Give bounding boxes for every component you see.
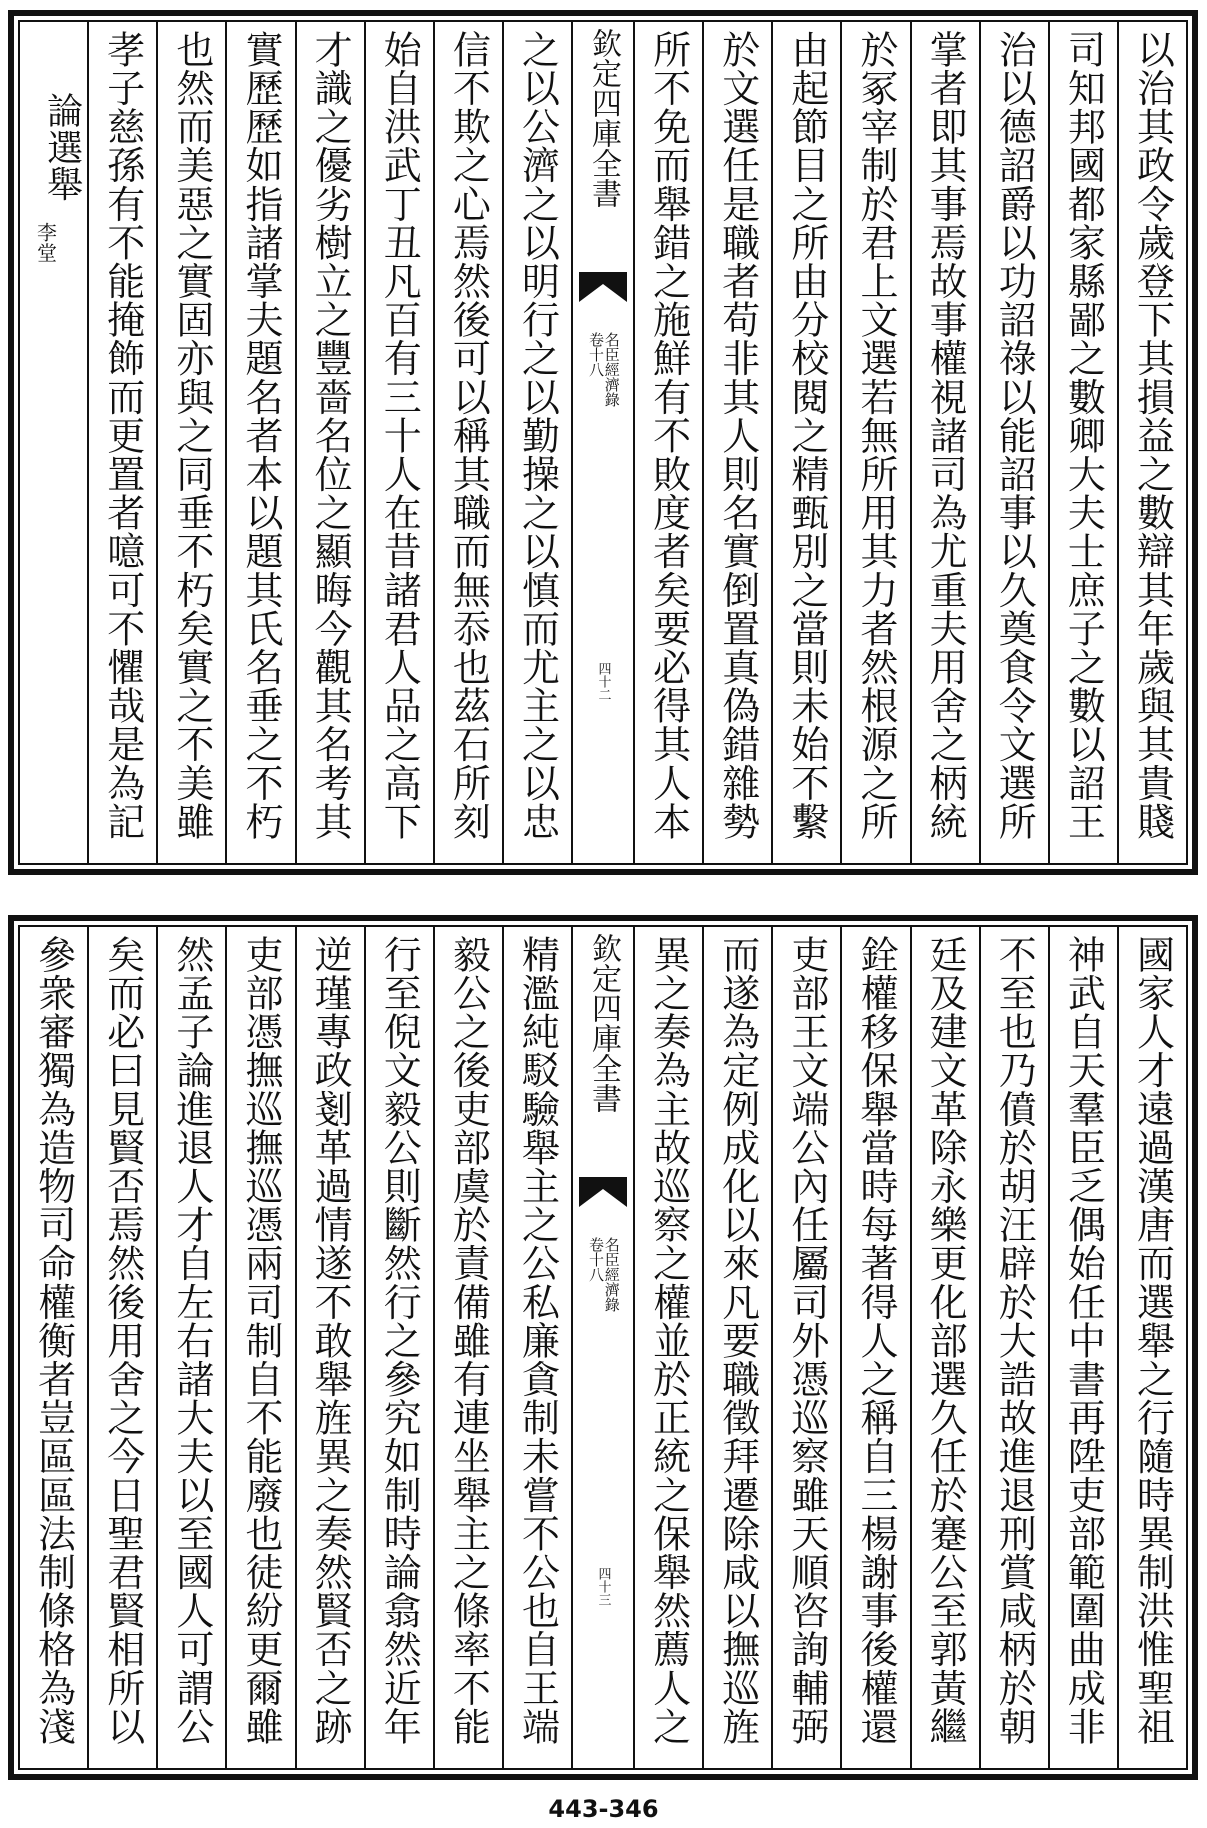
column-text: 信不欺之心焉然後可以稱其職而無忝也茲石所刻 <box>446 30 491 841</box>
text-column <box>702 927 771 1768</box>
text-column <box>225 927 294 1768</box>
column-text: 行至倪文毅公則斷然行之參究如制時論翕然近年 <box>377 935 422 1746</box>
text-column <box>633 927 702 1768</box>
text-column <box>771 927 840 1768</box>
text-column <box>87 22 156 863</box>
text-column <box>702 22 771 863</box>
column-text: 由起節目之所由分校閱之精甄別之當則未始不繫 <box>784 30 829 841</box>
text-column <box>156 22 225 863</box>
text-column <box>502 927 571 1768</box>
text-column <box>433 927 502 1768</box>
book-name: 名臣經濟錄 <box>602 1237 621 1312</box>
column-text: 矣而必曰見賢否焉然後用舍之今日聖君賢相所以 <box>100 935 145 1746</box>
text-column <box>364 927 433 1768</box>
column-text: 才識之優劣樹立之豐嗇名位之顯晦今觀其名考其 <box>308 30 353 841</box>
text-column <box>633 22 702 863</box>
column-text: 而遂為定例成化以來凡要職徵拜遷除咸以撫巡旌 <box>715 935 760 1746</box>
book-name-label <box>587 332 619 407</box>
center-fold-header <box>571 927 633 1768</box>
text-column <box>840 927 909 1768</box>
column-text: 國家人才遠過漢唐而選舉之行隨時異制洪惟聖祖 <box>1130 935 1175 1746</box>
text-column <box>979 927 1048 1768</box>
leaf-number: 四十二 <box>595 662 611 701</box>
column-text: 神武自天羣臣乏偶始任中書再陞吏部範圍曲成非 <box>1061 935 1106 1746</box>
text-column <box>156 927 225 1768</box>
center-fold-header <box>571 22 633 863</box>
column-text: 始自洪武丁丑凡百有三十人在昔諸君人品之高下 <box>377 30 422 841</box>
section-heading-column <box>20 22 87 863</box>
section-title: 論選舉 <box>41 92 83 202</box>
juan-number: 卷十八 <box>587 332 605 377</box>
text-column <box>979 22 1048 863</box>
text-column <box>1117 927 1186 1768</box>
column-text: 孝子慈孫有不能掩飾而更置者噫可不懼哉是為記 <box>100 30 145 841</box>
column-text: 吏部王文端公內任屬司外憑巡察雖天順咨詢輔弼 <box>784 935 829 1746</box>
column-text: 治以德詔爵以功詔祿以能詔事以久奠食令文選所 <box>992 30 1037 841</box>
text-column <box>225 22 294 863</box>
column-text: 於冢宰制於君上文選若無所用其力者然根源之所 <box>853 30 898 841</box>
column-text: 參衆審獨為造物司命權衡者豈區區法制條格為淺 <box>31 935 76 1746</box>
text-column <box>502 22 571 863</box>
text-column <box>433 22 502 863</box>
text-column <box>840 22 909 863</box>
text-column <box>87 927 156 1768</box>
text-column <box>1048 927 1117 1768</box>
column-text: 不至也乃僨於胡汪辟於大誥故進退刑賞咸柄於朝 <box>992 935 1037 1746</box>
text-column <box>910 22 979 863</box>
book-name-label <box>587 1237 619 1312</box>
column-text: 吏部憑撫巡撫巡憑兩司制自不能廢也徒紛更爾雖 <box>238 935 283 1746</box>
top-page-text-frame <box>18 20 1188 865</box>
text-column <box>910 927 979 1768</box>
book-series-title: 欽定四庫全書 <box>586 933 621 1113</box>
column-text: 逆瑾專政剗革過情遂不敢舉旌異之奏然賢否之跡 <box>308 935 353 1746</box>
column-text: 也然而美惡之實固亦與之同垂不朽矣實之不美雖 <box>169 30 214 841</box>
column-text: 以治其政令歲登下其損益之數辯其年歲與其貴賤 <box>1130 30 1175 841</box>
text-column <box>295 22 364 863</box>
book-name: 名臣經濟錄 <box>602 332 621 407</box>
bottom-page-panel <box>8 915 1198 1780</box>
fishtail-mark-icon <box>579 1177 627 1207</box>
text-column <box>295 927 364 1768</box>
column-text: 毅公之後吏部虞於責備雖有連坐舉主之條率不能 <box>446 935 491 1746</box>
column-text: 之以公濟之以明行之以勤操之以慎而尤主之以忠 <box>515 30 560 841</box>
column-text: 掌者即其事焉故事權視諸司為尤重夫用舍之柄統 <box>923 30 968 841</box>
text-column <box>20 927 87 1768</box>
text-column <box>364 22 433 863</box>
leaf-number: 四十三 <box>595 1567 611 1606</box>
section-author: 李堂 <box>33 222 58 264</box>
top-page-panel <box>8 10 1198 875</box>
column-text: 於文選任是職者苟非其人則名實倒置真偽錯雜勢 <box>715 30 760 841</box>
scan-page-number: 443-346 <box>548 1795 659 1823</box>
column-text: 司知邦國都家縣鄙之數卿大夫士庶子之數以詔王 <box>1061 30 1106 841</box>
text-column <box>1048 22 1117 863</box>
column-text: 所不免而舉錯之施鮮有不敗度者矣要必得其人本 <box>646 30 691 841</box>
bottom-page-text-frame <box>18 925 1188 1770</box>
column-text: 然孟子論進退人才自左右諸大夫以至國人可謂公 <box>169 935 214 1746</box>
text-column <box>771 22 840 863</box>
fishtail-mark-icon <box>579 272 627 302</box>
column-text: 銓權移保舉當時每著得人之稱自三楊謝事後權還 <box>853 935 898 1746</box>
column-text: 精濫純駁驗舉主之公私廉貪制未嘗不公也自王端 <box>515 935 560 1746</box>
column-text: 實歷歷如指諸掌夫題名者本以題其氏名垂之不朽 <box>238 30 283 841</box>
column-text: 廷及建文革除永樂更化部選久任於蹇公至郭黃繼 <box>923 935 968 1746</box>
text-column <box>1117 22 1186 863</box>
column-text: 異之奏為主故巡察之權並於正統之保舉然薦人之 <box>646 935 691 1746</box>
juan-number: 卷十八 <box>587 1237 605 1282</box>
book-series-title: 欽定四庫全書 <box>586 28 621 208</box>
